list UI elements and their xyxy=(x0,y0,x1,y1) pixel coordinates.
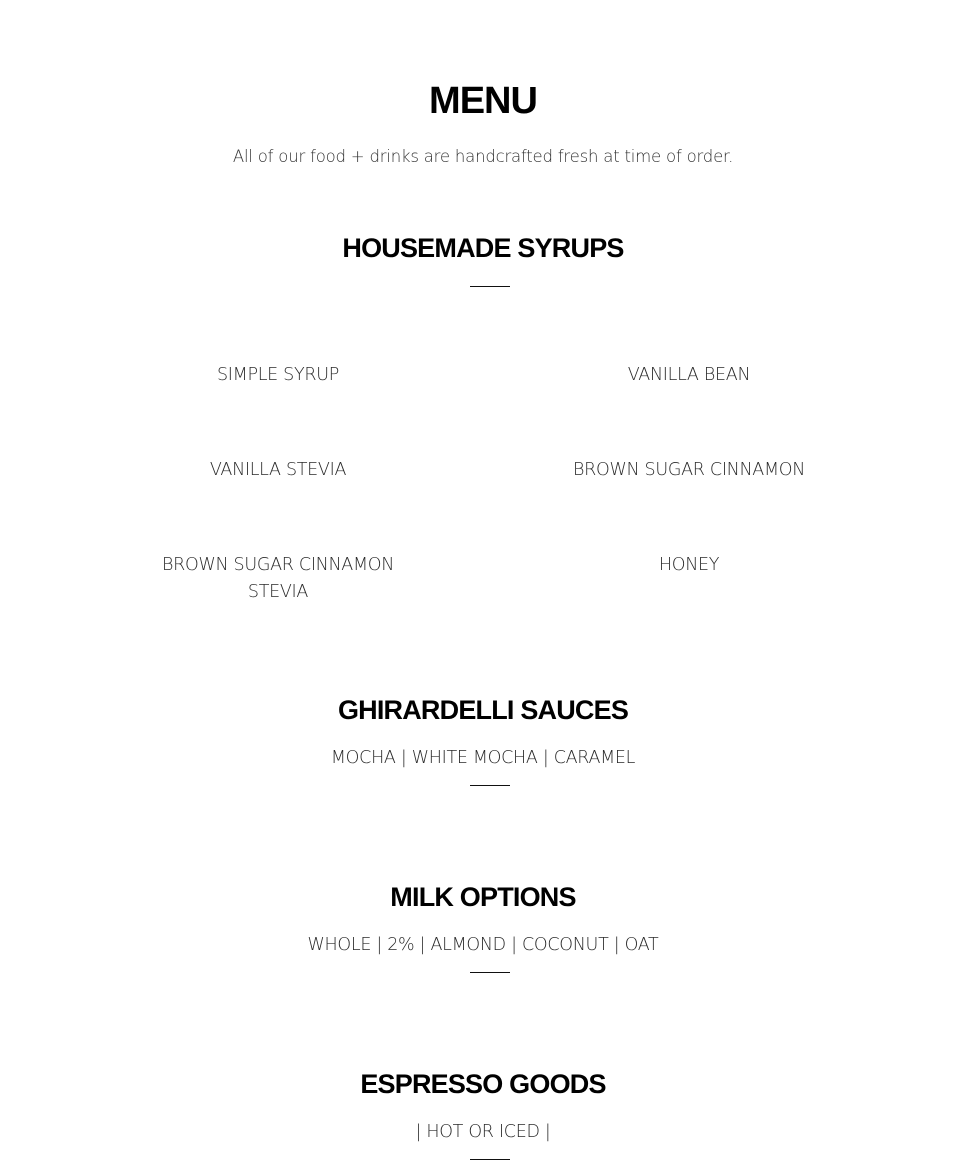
page-title: MENU xyxy=(429,80,537,122)
milk-options: WHOLE | 2% | ALMOND | COCONUT | OAT xyxy=(307,935,659,955)
syrup-item: BROWN SUGAR CINNAMON STEVIA xyxy=(161,555,395,602)
section-divider xyxy=(470,286,510,287)
section-divider xyxy=(470,1159,510,1160)
section-title-espresso-goods: ESPRESSO GOODS xyxy=(360,1069,606,1099)
syrup-item: BROWN SUGAR CINNAMON xyxy=(572,460,806,480)
syrup-item: VANILLA BEAN xyxy=(627,365,751,385)
sauce-options: MOCHA | WHITE MOCHA | CARAMEL xyxy=(330,748,636,768)
syrup-item: VANILLA STEVIA xyxy=(209,460,347,480)
section-title-housemade-syrups: HOUSEMADE SYRUPS xyxy=(342,233,624,263)
syrup-item: HONEY xyxy=(658,555,720,575)
section-title-milk-options: MILK OPTIONS xyxy=(390,882,576,912)
section-divider xyxy=(470,972,510,973)
section-title-ghirardelli-sauces: GHIRARDELLI SAUCES xyxy=(337,695,629,725)
section-divider xyxy=(470,785,510,786)
espresso-options: | HOT OR ICED | xyxy=(415,1122,551,1142)
page-subtitle: All of our food + drinks are handcrafted fresh at time of order. xyxy=(232,147,734,166)
syrup-item: SIMPLE SYRUP xyxy=(216,365,339,385)
